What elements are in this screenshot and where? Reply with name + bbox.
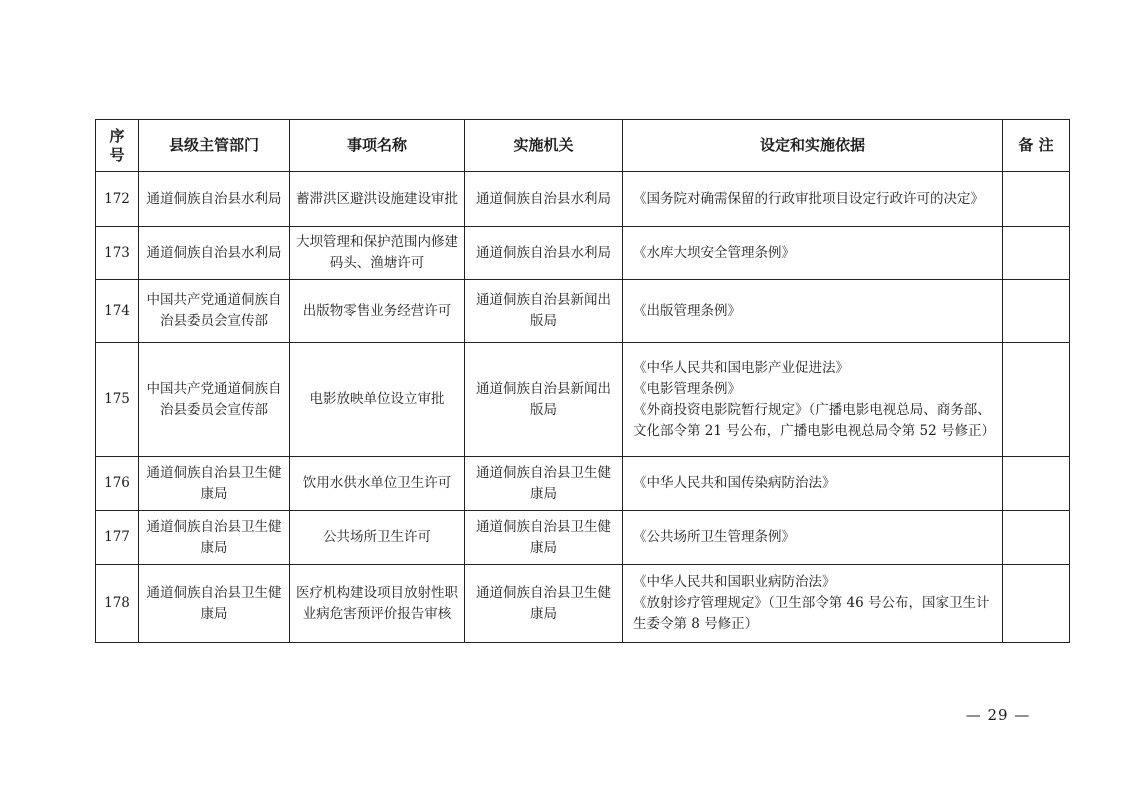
row-agency: 通道侗族自治县卫生健康局: [465, 457, 623, 511]
header-basis: 设定和实施依据: [623, 120, 1003, 172]
page-number: — 29 —: [965, 706, 1031, 724]
basis-line: 《电影管理条例》: [633, 380, 741, 397]
table-row: [96, 172, 1070, 227]
table-row: [96, 511, 1070, 565]
row-remark: [1003, 280, 1070, 343]
table-row: [96, 227, 1070, 280]
header-remark: 备 注: [1003, 120, 1070, 172]
basis-line: 《公共场所卫生管理条例》: [633, 529, 795, 545]
row-seq: 176: [96, 457, 139, 511]
basis-line: 《中华人民共和国职业病防治法》: [633, 574, 836, 590]
row-item: 医疗机构建设项目放射性职业病危害预评价报告审核: [290, 565, 465, 643]
basis-line: 《出版管理条例》: [633, 302, 741, 319]
table-row: [96, 457, 1070, 511]
basis-line: 《国务院对确需保留的行政审批项目设定行政许可的决定》: [633, 190, 984, 207]
row-agency: 通道侗族自治县水利局: [465, 227, 623, 280]
header-agency: 实施机关: [465, 120, 623, 172]
basis-line: 《中华人民共和国电影产业促进法》: [633, 359, 849, 376]
row-remark: [1003, 457, 1070, 511]
header-row: [96, 120, 1070, 172]
row-seq: 173: [96, 227, 139, 280]
row-item: 公共场所卫生许可: [290, 511, 465, 565]
row-remark: [1003, 565, 1070, 643]
row-agency: 通道侗族自治县水利局: [465, 172, 623, 227]
row-dept: 通道侗族自治县卫生健康局: [139, 457, 290, 511]
header-seq: [96, 120, 139, 172]
row-seq: 175: [96, 343, 139, 457]
row-basis: [623, 511, 1003, 565]
row-basis: [623, 280, 1003, 343]
row-seq: 174: [96, 280, 139, 343]
table-row: [96, 343, 1070, 457]
row-item: 蓄滞洪区避洪设施建设审批: [290, 172, 465, 227]
permit-table: [95, 119, 1070, 643]
basis-line: 《中华人民共和国传染病防治法》: [633, 475, 836, 491]
row-seq: 172: [96, 172, 139, 227]
row-item: 大坝管理和保护范围内修建码头、渔塘许可: [290, 227, 465, 280]
row-agency: 通道侗族自治县卫生健康局: [465, 565, 623, 643]
header-item: 事项名称: [290, 120, 465, 172]
row-seq: 177: [96, 511, 139, 565]
row-dept: 通道侗族自治县卫生健康局: [139, 565, 290, 643]
row-dept: 通道侗族自治县水利局: [139, 172, 290, 227]
row-dept: 通道侗族自治县卫生健康局: [139, 511, 290, 565]
row-remark: [1003, 343, 1070, 457]
row-item: 饮用水供水单位卫生许可: [290, 457, 465, 511]
row-item: 电影放映单位设立审批: [290, 343, 465, 457]
row-remark: [1003, 511, 1070, 565]
row-dept: 中国共产党通道侗族自治县委员会宣传部: [139, 343, 290, 457]
row-remark: [1003, 172, 1070, 227]
basis-line: 《放射诊疗管理规定》（卫生部令第 46 号公布，国家卫生计生委令第 8 号修正）: [633, 595, 990, 632]
row-agency: 通道侗族自治县新闻出版局: [465, 280, 623, 343]
row-dept: 通道侗族自治县水利局: [139, 227, 290, 280]
row-basis: [623, 343, 1003, 457]
row-agency: 通道侗族自治县新闻出版局: [465, 343, 623, 457]
basis-line: 《水库大坝安全管理条例》: [633, 244, 795, 261]
row-basis: [623, 172, 1003, 227]
row-seq: 178: [96, 565, 139, 643]
row-agency: 通道侗族自治县卫生健康局: [465, 511, 623, 565]
header-dept: 县级主管部门: [139, 120, 290, 172]
header-seq-label: 序 号: [109, 126, 125, 164]
table-row: [96, 565, 1070, 643]
row-basis: [623, 457, 1003, 511]
row-item: 出版物零售业务经营许可: [290, 280, 465, 343]
row-basis: [623, 565, 1003, 643]
table-row: [96, 280, 1070, 343]
row-basis: [623, 227, 1003, 280]
row-remark: [1003, 227, 1070, 280]
row-dept: 中国共产党通道侗族自治县委员会宣传部: [139, 280, 290, 343]
basis-line: 《外商投资电影院暂行规定》（广播电影电视总局、商务部、文化部令第 21 号公布，广播电影电视总局令第 52 号修正）: [633, 401, 996, 439]
